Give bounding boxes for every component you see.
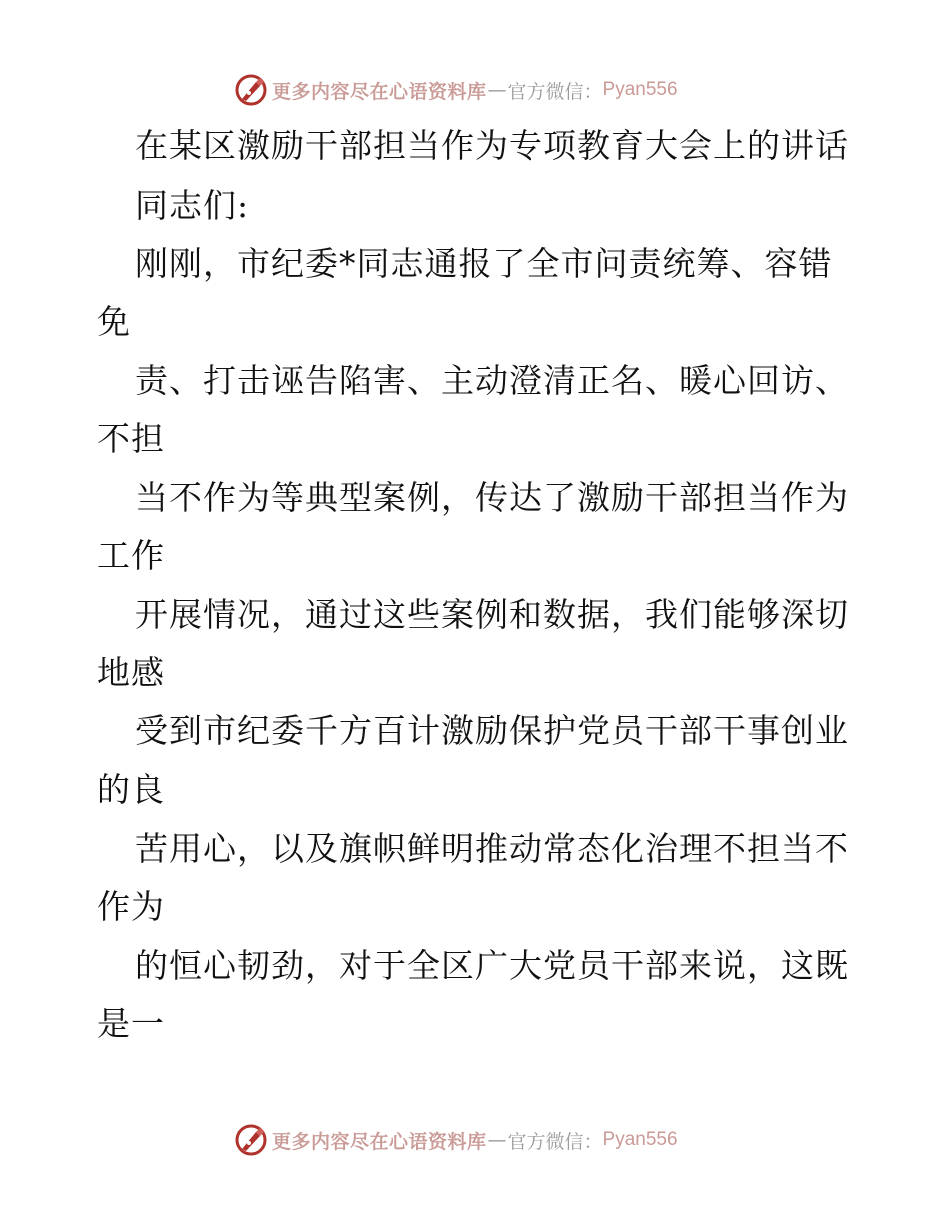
body-line: 责、打击诬告陷害、主动澄清正名、暖心回访、 <box>135 361 849 400</box>
header-watermark <box>234 73 678 107</box>
watermark-main-text: 更多内容尽在心语资料库 <box>272 1130 487 1153</box>
watermark-wechat-id: Pyan556 <box>602 79 678 100</box>
body-line: 工作 <box>97 536 165 575</box>
body-line: 受到市纪委千方百计激励保护党员干部干事创业 <box>135 711 849 750</box>
body-line: 开展情况，通过这些案例和数据，我们能够深切 <box>135 595 849 634</box>
watermark-main-text: 更多内容尽在心语资料库 <box>272 80 487 103</box>
body-line: 的恒心韧劲，对于全区广大党员干部来说，这既 <box>135 946 849 985</box>
body-line: 是一 <box>97 1004 165 1043</box>
body-line: 苦用心，以及旗帜鲜明推动常态化治理不担当不 <box>135 829 849 868</box>
body-line: 当不作为等典型案例，传达了激励干部担当作为 <box>135 478 849 517</box>
body-line: 免 <box>97 302 131 341</box>
pen-nib-logo-icon <box>234 1123 268 1157</box>
body-line: 刚刚，市纪委*同志通报了全市问责统筹、容错 <box>135 244 833 283</box>
body-line: 地感 <box>97 653 165 692</box>
body-line: 不担 <box>97 419 165 458</box>
watermark-wechat-id: Pyan556 <box>602 1129 678 1150</box>
footer-watermark <box>234 1123 678 1157</box>
watermark-dash: — <box>487 79 507 101</box>
watermark-wechat-label: 官方微信： <box>507 1130 603 1153</box>
watermark-wechat-label: 官方微信： <box>507 80 603 103</box>
document-title: 在某区激励干部担当作为专项教育大会上的讲话 <box>135 126 849 165</box>
body-line: 作为 <box>97 887 165 926</box>
pen-nib-logo-icon <box>234 73 268 107</box>
body-line: 的良 <box>97 770 165 809</box>
salutation: 同志们: <box>135 186 250 225</box>
watermark-dash: — <box>487 1129 507 1151</box>
